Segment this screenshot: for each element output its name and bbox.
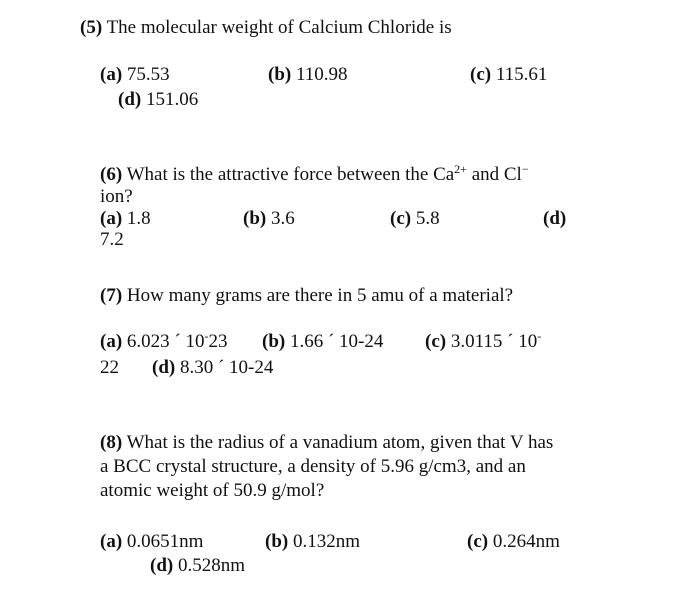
q8-option-c: (c) 0.264nm xyxy=(467,531,560,552)
q6-option-c: (c) 5.8 xyxy=(390,208,440,229)
q8-option-d: (d) 0.528nm xyxy=(150,555,246,576)
q7-option-b: (b) 1.66 ´ 10-24 xyxy=(262,331,384,352)
q6-option-d-label: (d) xyxy=(543,208,567,229)
q6-option-d-value: 7.2 xyxy=(100,229,124,250)
q5-option-d: (d) 151.06 xyxy=(118,89,199,110)
question-6: (6) What is the attractive force between the $Ca^{2+}$ and Cl− xyxy=(100,162,529,185)
q5-option-a: (a) 75.53 xyxy=(100,64,170,85)
q6-option-b: (b) 3.6 xyxy=(243,208,295,229)
q5-option-c: (c) 115.61 xyxy=(470,64,548,85)
question-8-line2: a BCC crystal structure, a density of 5.96 g/cm3, and an xyxy=(100,456,526,477)
question-8: (8) What is the radius of a vanadium atom, given that V has xyxy=(100,432,554,453)
question-5: (5) The molecular weight of Calcium Chloride is xyxy=(80,17,452,38)
question-7: (7) How many grams are there in 5 amu of a material? xyxy=(100,285,514,306)
q5-option-b: (b) 110.98 xyxy=(268,64,348,85)
q7-option-d: (d) 8.30 ´ 10-24 xyxy=(152,357,274,378)
q7-option-a: (a) 6.023 ´ 10-23 xyxy=(100,329,228,352)
q7-option-c: (c) 3.0115 ´ 10- xyxy=(425,329,542,352)
question-6-cont: ion? xyxy=(100,186,133,207)
question-8-line3: atomic weight of 50.9 g/mol? xyxy=(100,480,325,501)
q8-option-a: (a) 0.0651nm xyxy=(100,531,204,552)
q7-option-c-cont: 22 xyxy=(100,357,119,378)
q8-option-b: (b) 0.132nm xyxy=(265,531,361,552)
q6-option-a: (a) 1.8 xyxy=(100,208,151,229)
